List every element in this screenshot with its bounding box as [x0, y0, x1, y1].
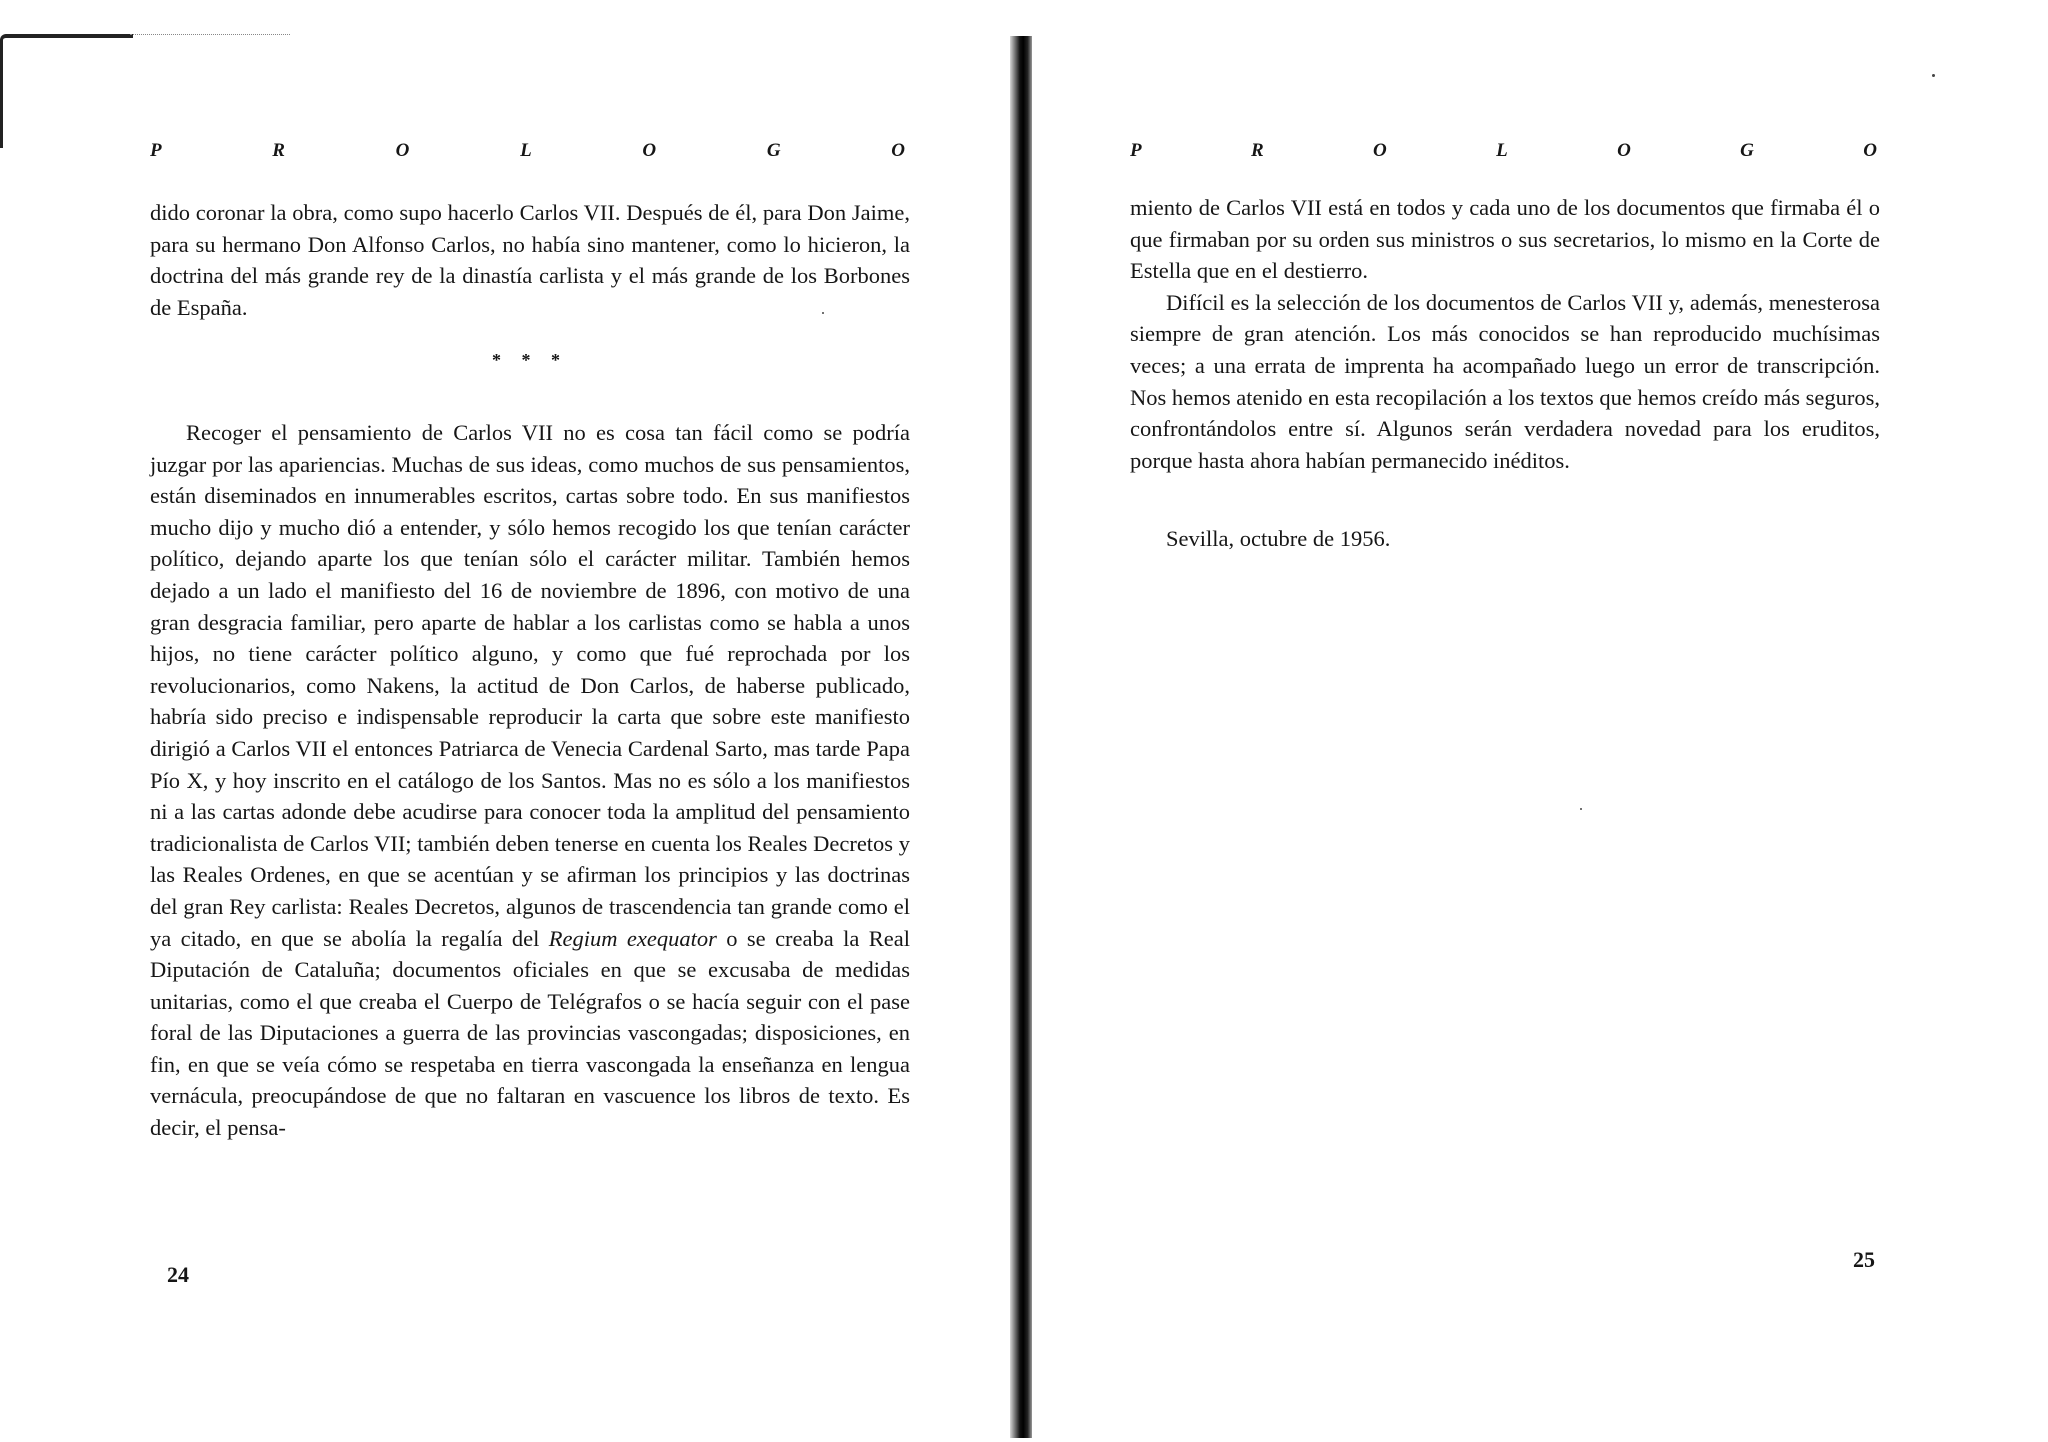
scan-speck [1580, 808, 1582, 810]
scan-border-mark [0, 34, 133, 148]
page-number-left: 24 [167, 1262, 189, 1287]
header-letter: O [891, 140, 905, 161]
header-letter: L [520, 140, 532, 161]
paragraph-continuation: dido coronar la obra, como supo hacerlo Carlos VII. Después de él, para Don Jaime, para su hermano Don Alfonso Carlos, no había sino mantener, como lo hicieron, la doctrina del más grande rey de la dinastía carlista y el más grande de los Borbones de España. [150, 200, 910, 320]
header-letter: R [1250, 140, 1264, 161]
paragraph-text: o se creaba la Real Diputación de Cataluña; documentos oficiales en que se excusaba de medidas unitarias, como el que creaba el Cuerpo de Telégrafos o se hacía seguir con el pase foral de las Diputaciones a guerra de las provincias vascongadas; disposiciones, en fin, en que se veía cómo se respetaba en tierra vascongada la enseñanza en lengua vernácula, preocupándose de que no faltaran en vascuence los libros de texto. Es decir, el pensa- [150, 925, 911, 1141]
header-letter: P [150, 140, 162, 161]
paragraph-main [150, 417, 910, 1144]
paragraph-continuation: miento de Carlos VII está en todos y cada uno de los documentos que firmaba él o que firmaban por su orden sus ministros o sus secretarios, lo mismo en la Corte de Estella que en el destierro. [1130, 195, 1880, 284]
scan-speck [822, 312, 824, 314]
latin-term: Regium exequator [548, 925, 717, 951]
header-letter: P [1130, 140, 1142, 161]
paragraph-text: Recoger el pensamiento de Carlos VII no es cosa tan fácil como se podría juzgar por las apariencias. Muchas de sus ideas, como muchos de sus pensamientos, están diseminados en innumerables escritos, cartas sobre todo. En sus manifiestos mucho dijo y mucho dió a entender, y sólo hemos recogido los que tenían carácter político, dejando aparte los que tenían sólo el carácter militar. También hemos dejado a un lado el manifiesto del 16 de noviembre de 1896, con motivo de una gran desgracia familiar, pero aparte de hablar a los carlistas como se habla a unos hijos, no tiene carácter político alguno, y como que fué reprochada por los revolucionarios, como Nakens, la actitud de Don Carlos, de haberse publicado, habría sido preciso e indispensable reproducir la carta que sobre este manifiesto dirigió a Carlos VII el entonces Patriarca de Venecia Cardenal Sarto, mas tarde Papa Pío X, y hoy inscrito en el catálogo de los Santos. Mas no es sólo a los manifiestos ni a las cartas adonde debe acudirse para conocer toda la amplitud del pensamiento tradicionalista de Carlos VII; también deben tenerse en cuenta los Reales Decretos y las Reales Ordenes, en que se acentúan y se afirman los principios y las doctrinas del gran Rey carlista: Reales Decretos, algunos de trascendencia tan grande como el ya citado, en que se abolía la regalía del [150, 420, 910, 951]
page-number-right: 25 [1853, 1247, 1875, 1272]
paragraph-selection: Difícil es la selección de los documentos de Carlos VII y, además, menesterosa siempre de gran atención. Los más conocidos se han reproducido muchísimas veces; a una errata de imprenta ha acompañado luego un error de transcripción. Nos hemos atenido en esta recopilación a los textos que hemos creído más seguros, confrontándolos entre sí. Algunos serán verdadera novedad para los eruditos, porque hasta ahora habían permanecido inéditos. [1130, 289, 1880, 473]
header-letter: O [1373, 140, 1387, 161]
place-date-signoff: Sevilla, octubre de 1956. [1166, 526, 1391, 551]
header-letter: O [1617, 140, 1631, 161]
header-letter: G [1740, 140, 1754, 161]
book-gutter-shadow [1010, 36, 1032, 1438]
header-letter: R [272, 140, 285, 161]
running-header-left [150, 140, 905, 162]
section-separator: * * * [492, 350, 568, 370]
right-text-block [1130, 192, 1880, 476]
scan-speck [1932, 74, 1935, 77]
scan-border-trace [130, 34, 290, 35]
header-letter: O [1863, 140, 1877, 161]
header-letter: G [766, 140, 781, 161]
left-top-text-block [150, 197, 910, 323]
header-letter: L [1496, 140, 1508, 161]
header-letter: O [395, 140, 410, 161]
header-letter: O [642, 140, 657, 161]
left-main-text-block [150, 417, 910, 1144]
running-header-right [1130, 140, 1877, 162]
